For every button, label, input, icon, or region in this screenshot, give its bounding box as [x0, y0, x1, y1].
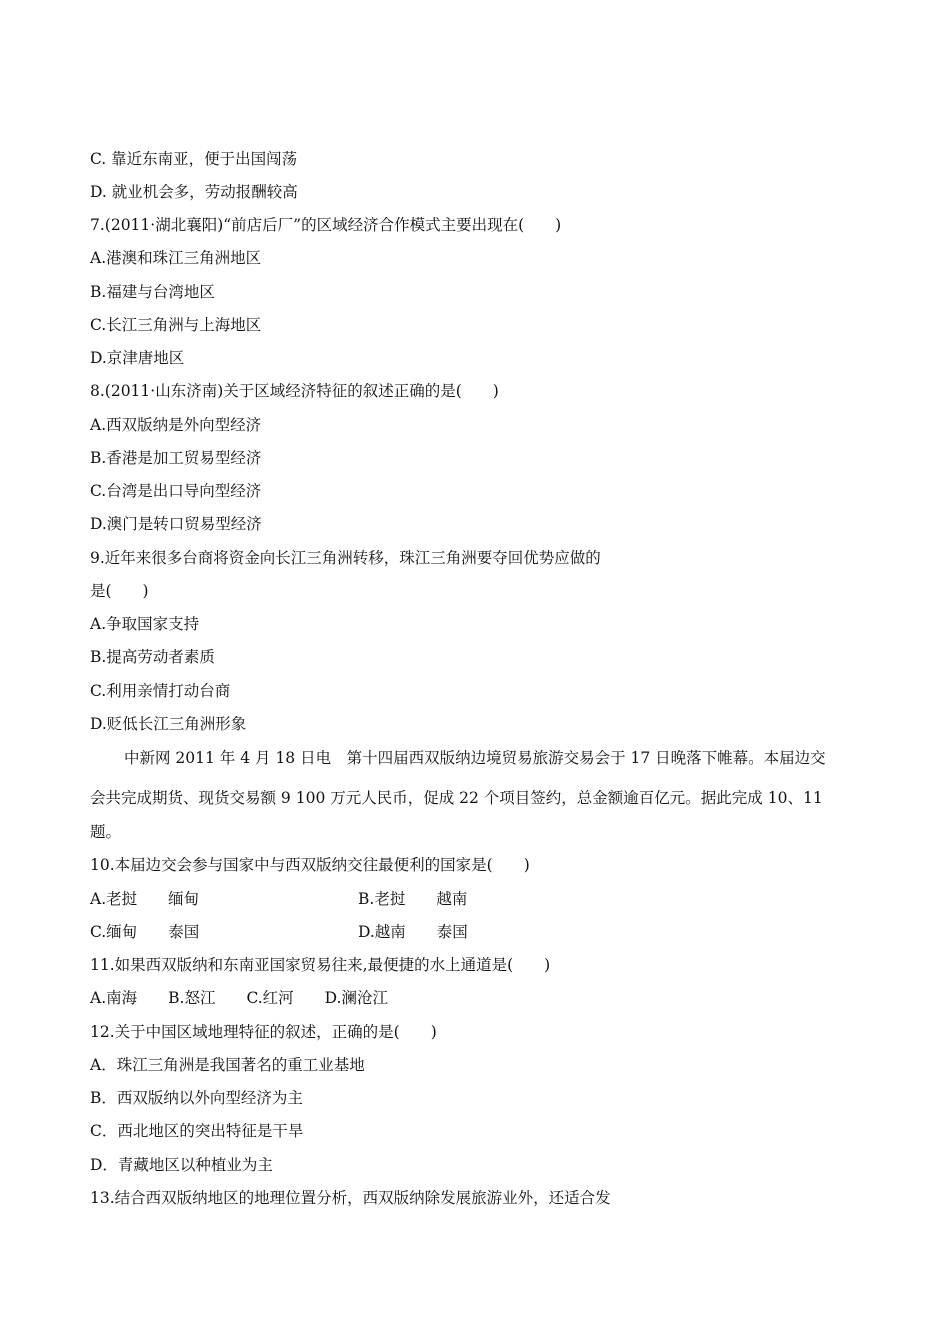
- q7-option-c: C.长江三角洲与上海地区: [90, 316, 262, 334]
- passage-line-1: 中新网 2011 年 4 月 18 日电 第十四届西双版纳边境贸易旅游交易会于 17 日晚落下帷幕。本届边交: [124, 749, 826, 767]
- q12-option-b: B．西双版纳以外向型经济为主: [90, 1089, 303, 1107]
- q8-option-b: B.香港是加工贸易型经济: [90, 449, 262, 467]
- q9-stem: 9.近年来很多台商将资金向长江三角洲转移，珠江三角洲要夺回优势应做的: [90, 549, 601, 567]
- q12-option-d: D．青藏地区以种植业为主: [90, 1156, 273, 1174]
- q12-option-c: C．西北地区的突出特征是干旱: [90, 1122, 304, 1140]
- q10-stem: 10.本届边交会参与国家中与西双版纳交往最便利的国家是( ): [90, 856, 530, 874]
- q12-option-a: A．珠江三角洲是我国著名的重工业基地: [90, 1056, 365, 1074]
- q10-option-a: A.老挝 缅甸: [90, 890, 200, 908]
- passage-line-3: 题。: [90, 823, 122, 841]
- q9-option-a: A.争取国家支持: [90, 615, 200, 633]
- q12-stem: 12.关于中国区域地理特征的叙述，正确的是( ): [90, 1023, 437, 1041]
- passage-line-2: 会共完成期货、现货交易额 9 100 万元人民币，促成 22 个项目签约，总金额逾百亿元。据此完成 10、11: [90, 789, 823, 807]
- q8-option-d: D.澳门是转口贸易型经济: [90, 515, 262, 533]
- q7-option-b: B.福建与台湾地区: [90, 283, 215, 301]
- q10-option-d: D.越南 泰国: [358, 923, 468, 941]
- q7-option-d: D.京津唐地区: [90, 349, 185, 367]
- q6-option-c: C. 靠近东南亚，便于出国闯荡: [90, 150, 298, 168]
- q9-option-d: D.贬低长江三角洲形象: [90, 715, 247, 733]
- q9-option-b: B.提高劳动者素质: [90, 648, 215, 666]
- q8-option-a: A.西双版纳是外向型经济: [90, 416, 262, 434]
- q7-option-a: A.港澳和珠江三角洲地区: [90, 249, 262, 267]
- q10-option-c: C.缅甸 泰国: [90, 923, 200, 941]
- q10-option-b: B.老挝 越南: [358, 890, 468, 908]
- q8-option-c: C.台湾是出口导向型经济: [90, 482, 262, 500]
- q11-stem: 11.如果西双版纳和东南亚国家贸易往来,最便捷的水上通道是( ): [90, 956, 551, 974]
- q11-options: A.南海 B.怒江 C.红河 D.澜沧江: [90, 989, 388, 1007]
- q9-option-c: C.利用亲情打动台商: [90, 682, 231, 700]
- q13-stem: 13.结合西双版纳地区的地理位置分析，西双版纳除发展旅游业外，还适合发: [90, 1189, 611, 1207]
- q6-option-d: D. 就业机会多，劳动报酬较高: [90, 183, 298, 201]
- q9-stem-cont: 是( ): [90, 582, 149, 600]
- q7-stem: 7.(2011·湖北襄阳)“前店后厂”的区域经济合作模式主要出现在( ): [90, 216, 562, 234]
- q8-stem: 8.(2011·山东济南)关于区域经济特征的叙述正确的是( ): [90, 382, 499, 400]
